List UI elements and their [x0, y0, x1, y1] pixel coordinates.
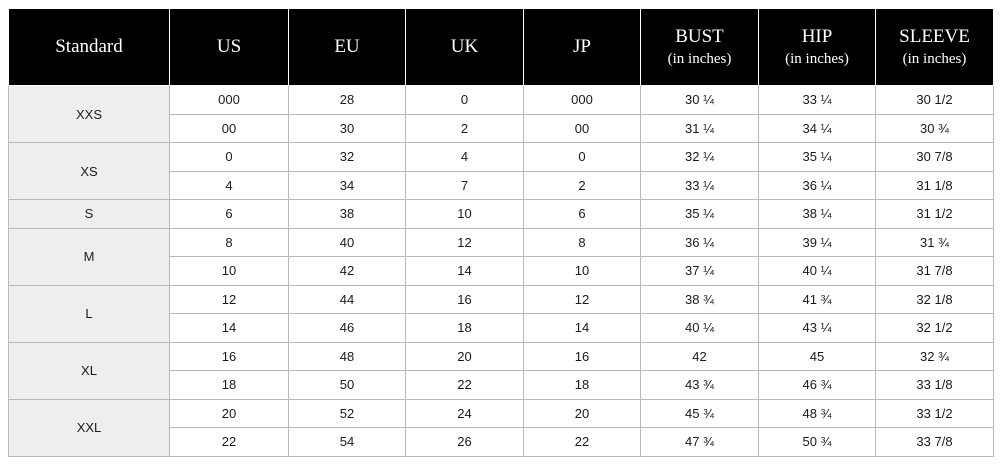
sleeve-cell: 33 7/8 [876, 428, 994, 457]
jp-cell: 22 [524, 428, 641, 457]
bust-cell: 35 ¼ [641, 200, 759, 229]
us-cell: 00 [170, 114, 289, 143]
uk-cell: 22 [406, 371, 524, 400]
header-standard: Standard [9, 9, 170, 86]
header-eu: EU [289, 9, 406, 86]
standard-size-cell: XXS [9, 86, 170, 143]
hip-cell: 50 ¾ [759, 428, 876, 457]
sleeve-cell: 33 1/8 [876, 371, 994, 400]
table-row [9, 143, 994, 172]
us-cell: 4 [170, 171, 289, 200]
hip-cell: 34 ¼ [759, 114, 876, 143]
eu-cell: 46 [289, 314, 406, 343]
header-sleeve-unit: (in inches) [902, 51, 967, 67]
hip-cell: 40 ¼ [759, 257, 876, 286]
table-row [9, 86, 994, 115]
eu-cell: 40 [289, 228, 406, 257]
us-cell: 12 [170, 285, 289, 314]
bust-cell: 38 ¾ [641, 285, 759, 314]
hip-cell: 35 ¼ [759, 143, 876, 172]
jp-cell: 00 [524, 114, 641, 143]
eu-cell: 30 [289, 114, 406, 143]
sleeve-cell: 31 1/2 [876, 200, 994, 229]
uk-cell: 24 [406, 399, 524, 428]
jp-cell: 12 [524, 285, 641, 314]
size-chart-body [9, 86, 994, 457]
header-uk: UK [406, 9, 524, 86]
uk-cell: 2 [406, 114, 524, 143]
header-sleeve-label: SLEEVE [899, 26, 970, 47]
us-cell: 18 [170, 371, 289, 400]
us-cell: 14 [170, 314, 289, 343]
sleeve-cell: 31 1/8 [876, 171, 994, 200]
hip-cell: 48 ¾ [759, 399, 876, 428]
bust-cell: 36 ¼ [641, 228, 759, 257]
table-row [9, 285, 994, 314]
us-cell: 10 [170, 257, 289, 286]
hip-cell: 33 ¼ [759, 86, 876, 115]
sleeve-cell: 32 1/2 [876, 314, 994, 343]
uk-cell: 4 [406, 143, 524, 172]
uk-cell: 7 [406, 171, 524, 200]
table-row [9, 399, 994, 428]
standard-size-cell: XS [9, 143, 170, 200]
bust-cell: 33 ¼ [641, 171, 759, 200]
us-cell: 000 [170, 86, 289, 115]
bust-cell: 42 [641, 342, 759, 371]
hip-cell: 43 ¼ [759, 314, 876, 343]
standard-size-cell: XL [9, 342, 170, 399]
uk-cell: 16 [406, 285, 524, 314]
us-cell: 20 [170, 399, 289, 428]
header-bust-unit: (in inches) [667, 51, 732, 67]
sleeve-cell: 30 1/2 [876, 86, 994, 115]
header-hip [759, 9, 876, 86]
bust-cell: 40 ¼ [641, 314, 759, 343]
standard-size-cell: S [9, 200, 170, 229]
jp-cell: 000 [524, 86, 641, 115]
bust-cell: 37 ¼ [641, 257, 759, 286]
jp-cell: 8 [524, 228, 641, 257]
jp-cell: 0 [524, 143, 641, 172]
eu-cell: 32 [289, 143, 406, 172]
eu-cell: 34 [289, 171, 406, 200]
us-cell: 6 [170, 200, 289, 229]
standard-size-cell: L [9, 285, 170, 342]
hip-cell: 38 ¼ [759, 200, 876, 229]
header-bust [641, 9, 759, 86]
bust-cell: 30 ¼ [641, 86, 759, 115]
jp-cell: 20 [524, 399, 641, 428]
hip-cell: 45 [759, 342, 876, 371]
sleeve-cell: 31 ¾ [876, 228, 994, 257]
sleeve-cell: 30 ¾ [876, 114, 994, 143]
hip-cell: 39 ¼ [759, 228, 876, 257]
bust-cell: 31 ¼ [641, 114, 759, 143]
eu-cell: 42 [289, 257, 406, 286]
sleeve-cell: 32 1/8 [876, 285, 994, 314]
uk-cell: 26 [406, 428, 524, 457]
bust-cell: 32 ¼ [641, 143, 759, 172]
eu-cell: 54 [289, 428, 406, 457]
bust-cell: 45 ¾ [641, 399, 759, 428]
jp-cell: 16 [524, 342, 641, 371]
uk-cell: 12 [406, 228, 524, 257]
header-jp: JP [524, 9, 641, 86]
header-us: US [170, 9, 289, 86]
eu-cell: 44 [289, 285, 406, 314]
eu-cell: 50 [289, 371, 406, 400]
eu-cell: 48 [289, 342, 406, 371]
uk-cell: 14 [406, 257, 524, 286]
eu-cell: 38 [289, 200, 406, 229]
size-chart-table [8, 8, 994, 457]
table-row [9, 200, 994, 229]
size-chart [8, 8, 993, 457]
table-row [9, 228, 994, 257]
header-bust-label: BUST [675, 26, 724, 47]
uk-cell: 20 [406, 342, 524, 371]
us-cell: 16 [170, 342, 289, 371]
sleeve-cell: 32 ¾ [876, 342, 994, 371]
header-sleeve [876, 9, 994, 86]
hip-cell: 46 ¾ [759, 371, 876, 400]
jp-cell: 6 [524, 200, 641, 229]
bust-cell: 47 ¾ [641, 428, 759, 457]
standard-size-cell: M [9, 228, 170, 285]
eu-cell: 52 [289, 399, 406, 428]
uk-cell: 18 [406, 314, 524, 343]
table-row [9, 342, 994, 371]
jp-cell: 2 [524, 171, 641, 200]
standard-size-cell: XXL [9, 399, 170, 456]
hip-cell: 36 ¼ [759, 171, 876, 200]
header-row [9, 9, 994, 86]
uk-cell: 0 [406, 86, 524, 115]
eu-cell: 28 [289, 86, 406, 115]
sleeve-cell: 33 1/2 [876, 399, 994, 428]
jp-cell: 14 [524, 314, 641, 343]
jp-cell: 10 [524, 257, 641, 286]
header-hip-label: HIP [801, 26, 833, 47]
hip-cell: 41 ¾ [759, 285, 876, 314]
us-cell: 8 [170, 228, 289, 257]
bust-cell: 43 ¾ [641, 371, 759, 400]
sleeve-cell: 30 7/8 [876, 143, 994, 172]
jp-cell: 18 [524, 371, 641, 400]
us-cell: 22 [170, 428, 289, 457]
us-cell: 0 [170, 143, 289, 172]
uk-cell: 10 [406, 200, 524, 229]
header-hip-unit: (in inches) [785, 51, 849, 67]
sleeve-cell: 31 7/8 [876, 257, 994, 286]
